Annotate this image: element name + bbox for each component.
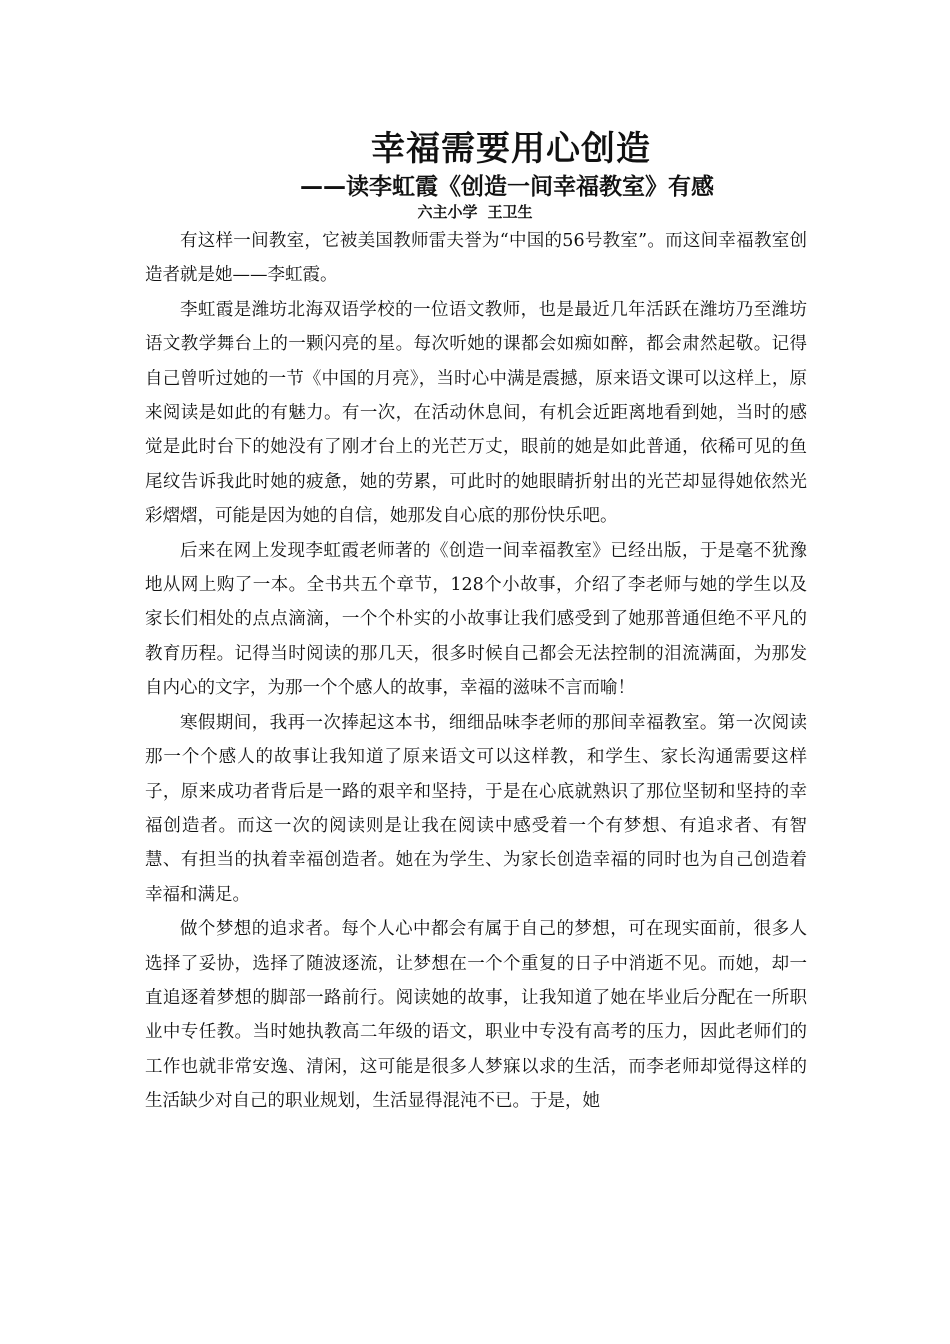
- document-body: [145, 224, 807, 1119]
- author-school: 六主小学: [417, 203, 478, 221]
- paragraph: 李虹霞是潍坊北海双语学校的一位语文教师，也是最近几年活跃在潍坊乃至潍坊语文教学舞台上的一颗闪亮的星。每次听她的课都会如痴如醉，都会肃然起敬。记得自己曾听过她的一节《中国的月亮》，当时心中满是震撼，原来语文课可以这样上，原来阅读是如此的有魅力。有一次，在活动休息间，有机会近距离地看到她，当时的感觉是此时台下的她没有了刚才台上的光芒万丈，眼前的她是如此普通，依稀可见的鱼尾纹告诉我此时她的疲惫，她的劳累，可此时的她眼睛折射出的光芒却显得她依然光彩熠熠，可能是因为她的自信，她那发自心底的那份快乐吧。: [145, 299, 807, 527]
- paragraph: 后来在网上发现李虹霞老师著的《创造一间幸福教室》已经出版，于是毫不犹豫地从网上购了一本。全书共五个章节，128个小故事，介绍了李老师与她的学生以及家长们相处的点点滴滴，一个个朴实的小故事让我们感受到了她那普通但绝不平凡的教育历程。记得当时阅读的那几天，很多时候自己都会无法控制的泪流满面，为那发自内心的文字，为那一个个感人的故事，幸福的滋味不言而喻！: [145, 540, 807, 699]
- document-subtitle: ——读李虹霞《创造一间幸福教室》有感: [300, 174, 714, 200]
- paragraph: 有这样一间教室，它被美国教师雷夫誉为“中国的56号教室”。而这间幸福教室创造者就是她——李虹霞。: [145, 231, 807, 286]
- document-title: 幸福需要用心创造: [371, 129, 651, 169]
- paragraph: 做个梦想的追求者。每个人心中都会有属于自己的梦想，可在现实面前，很多人选择了妥协，选择了随波逐流，让梦想在一个个重复的日子中消逝不见。而她，却一直追逐着梦想的脚部一路前行。阅读她的故事，让我知道了她在毕业后分配在一所职业中专任教。当时她执教高二年级的语文，职业中专没有高考的压力，因此老师们的工作也就非常安逸、清闲，这可能是很多人梦寐以求的生活，而李老师却觉得这样的生活缺少对自己的职业规划，生活显得混沌不已。于是，她: [145, 919, 807, 1112]
- author-line: [0, 202, 950, 222]
- author-name: 王卫生: [487, 203, 533, 221]
- paragraph: 寒假期间，我再一次捧起这本书，细细品味李老师的那间幸福教室。第一次阅读那一个个感人的故事让我知道了原来语文可以这样教，和学生、家长沟通需要这样子，原来成功者背后是一路的艰辛和坚持，于是在心底就熟识了那位坚韧和坚持的幸福创造者。而这一次的阅读则是让我在阅读中感受着一个有梦想、有追求者、有智慧、有担当的执着幸福创造者。她在为学生、为家长创造幸福的同时也为自己创造着幸福和满足。: [145, 712, 807, 905]
